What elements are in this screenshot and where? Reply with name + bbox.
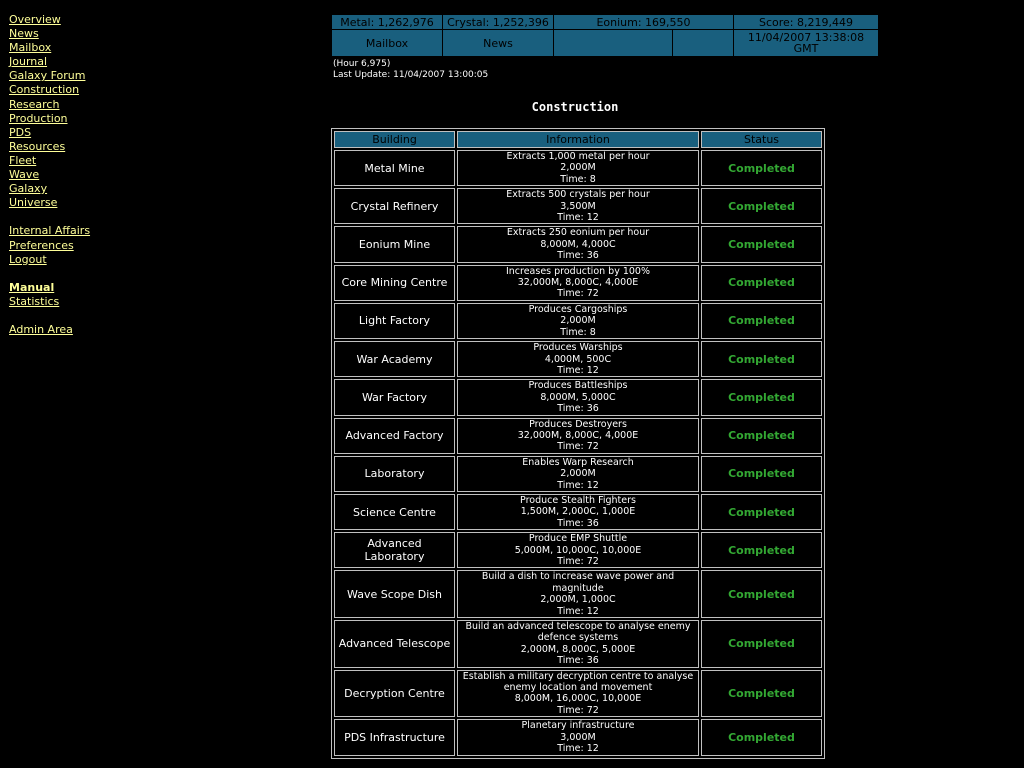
building-cost: 2,000M xyxy=(560,315,596,327)
column-header-status: Status xyxy=(701,131,822,148)
building-time: Time: 36 xyxy=(557,250,599,262)
building-time: Time: 36 xyxy=(557,655,599,667)
building-time: Time: 36 xyxy=(557,403,599,415)
building-cost: 5,000M, 10,000C, 10,000E xyxy=(514,544,642,556)
score-value: Score: 8,219,449 xyxy=(734,15,878,29)
building-cost: 4,000M, 500C xyxy=(544,353,612,365)
header-empty-cell-2 xyxy=(673,30,733,56)
crystal-amount: Crystal: 1,252,396 xyxy=(443,15,553,29)
construction-table xyxy=(331,128,825,759)
building-description: Build an advanced telescope to analyse enemy defence systems xyxy=(465,621,691,644)
building-information xyxy=(457,379,699,415)
building-status: Completed xyxy=(701,303,822,339)
sidebar-link-galaxy-forum[interactable]: Galaxy Forum xyxy=(9,69,86,83)
building-information xyxy=(457,570,699,618)
table-row xyxy=(334,456,822,492)
building-name: War Factory xyxy=(334,379,455,415)
building-cost: 3,000M xyxy=(560,731,596,743)
eonium-amount: Eonium: 169,550 xyxy=(554,15,733,29)
building-name: Science Centre xyxy=(334,494,455,530)
building-description: Extracts 500 crystals per hour xyxy=(506,189,650,201)
building-cost: 32,000M, 8,000C, 4,000E xyxy=(517,277,639,289)
last-update: Last Update: 11/04/2007 13:00:05 xyxy=(333,70,489,80)
building-description: Produce EMP Shuttle xyxy=(528,533,628,545)
building-information xyxy=(457,532,699,568)
building-description: Extracts 250 eonium per hour xyxy=(506,227,650,239)
building-description: Produces Destroyers xyxy=(529,418,627,430)
column-header-building: Building xyxy=(334,131,455,148)
sidebar-link-journal[interactable]: Journal xyxy=(9,55,48,69)
building-description: Build a dish to increase wave power and magnitude xyxy=(481,571,675,594)
building-status: Completed xyxy=(701,341,822,377)
building-cost: 1,500M, 2,000C, 1,000E xyxy=(520,506,636,518)
news-link[interactable]: News xyxy=(443,30,553,56)
server-datetime xyxy=(734,30,878,56)
sidebar-link-galaxy[interactable]: Galaxy xyxy=(9,182,48,196)
building-information xyxy=(457,418,699,454)
building-status: Completed xyxy=(701,379,822,415)
building-time: Time: 72 xyxy=(557,288,599,300)
building-name: Advanced Factory xyxy=(334,418,455,454)
table-row xyxy=(334,532,822,568)
building-status: Completed xyxy=(701,670,822,718)
sidebar-spacer xyxy=(9,267,129,281)
building-time: Time: 8 xyxy=(560,326,596,338)
building-information xyxy=(457,265,699,301)
table-row xyxy=(334,341,822,377)
table-row xyxy=(334,670,822,718)
table-row xyxy=(334,226,822,262)
table-row xyxy=(334,188,822,224)
building-name: Light Factory xyxy=(334,303,455,339)
building-information xyxy=(457,188,699,224)
sidebar-link-universe[interactable]: Universe xyxy=(9,196,58,210)
building-information xyxy=(457,719,699,755)
building-status: Completed xyxy=(701,226,822,262)
building-information xyxy=(457,341,699,377)
page-title: Construction xyxy=(531,100,619,114)
building-description: Increases production by 100% xyxy=(505,265,651,277)
building-cost: 2,000M, 8,000C, 5,000E xyxy=(520,643,636,655)
header-empty-cell-1 xyxy=(554,30,672,56)
building-description: Produces Cargoships xyxy=(528,303,628,315)
table-row xyxy=(334,719,822,755)
building-rows xyxy=(334,150,822,756)
building-status: Completed xyxy=(701,188,822,224)
sidebar-spacer xyxy=(9,309,129,323)
building-description: Produce Stealth Fighters xyxy=(520,494,636,506)
building-name: PDS Infrastructure xyxy=(334,719,455,755)
building-status: Completed xyxy=(701,265,822,301)
building-name: Eonium Mine xyxy=(334,226,455,262)
sidebar-link-production[interactable]: Production xyxy=(9,111,68,125)
building-name: Advanced Laboratory xyxy=(334,532,455,568)
building-time: Time: 12 xyxy=(557,212,599,224)
building-name: Metal Mine xyxy=(334,150,455,186)
sidebar-nav xyxy=(9,13,129,337)
building-cost: 8,000M, 5,000C xyxy=(540,391,616,403)
sidebar-link-overview[interactable]: Overview xyxy=(9,13,61,26)
sidebar-link-logout[interactable]: Logout xyxy=(9,252,47,266)
table-row xyxy=(334,570,822,618)
building-time: Time: 72 xyxy=(557,704,599,716)
building-status: Completed xyxy=(701,150,822,186)
building-status: Completed xyxy=(701,570,822,618)
table-row xyxy=(334,265,822,301)
building-cost: 2,000M xyxy=(560,468,596,480)
building-name: War Academy xyxy=(334,341,455,377)
sidebar-link-fleet[interactable]: Fleet xyxy=(9,153,37,167)
current-hour: (Hour 6,975) xyxy=(333,59,391,69)
table-row xyxy=(334,418,822,454)
table-row xyxy=(334,494,822,530)
building-description: Extracts 1,000 metal per hour xyxy=(506,151,650,162)
building-cost: 3,500M xyxy=(560,200,596,212)
building-cost: 2,000M, 1,000C xyxy=(540,594,616,606)
sidebar-link-internal-affairs[interactable]: Internal Affairs xyxy=(9,224,91,238)
server-date: 11/04/2007 13:38:08 xyxy=(747,31,865,44)
sidebar-spacer xyxy=(9,210,129,224)
resource-header xyxy=(331,14,879,57)
building-information xyxy=(457,494,699,530)
building-description: Enables Warp Research xyxy=(522,456,634,468)
building-cost: 2,000M xyxy=(560,162,596,174)
table-row xyxy=(334,303,822,339)
building-name: Laboratory xyxy=(334,456,455,492)
building-description: Planetary infrastructure xyxy=(521,720,635,732)
building-status: Completed xyxy=(701,456,822,492)
sidebar-link-mailbox[interactable]: Mailbox xyxy=(9,41,52,55)
building-time: Time: 12 xyxy=(557,743,599,755)
building-cost: 8,000M, 16,000C, 10,000E xyxy=(514,693,642,705)
building-status: Completed xyxy=(701,418,822,454)
table-row xyxy=(334,620,822,668)
building-information xyxy=(457,226,699,262)
building-status: Completed xyxy=(701,620,822,668)
building-name: Core Mining Centre xyxy=(334,265,455,301)
building-information xyxy=(457,303,699,339)
building-time: Time: 72 xyxy=(557,556,599,567)
sidebar-link-news[interactable]: News xyxy=(9,27,39,41)
building-description: Produces Warships xyxy=(533,342,623,354)
building-status: Completed xyxy=(701,494,822,530)
building-name: Advanced Telescope xyxy=(334,620,455,668)
sidebar-link-manual[interactable]: Manual xyxy=(9,280,55,294)
building-time: Time: 8 xyxy=(560,173,596,185)
building-information xyxy=(457,456,699,492)
sidebar-link-statistics[interactable]: Statistics xyxy=(9,294,60,308)
tick-info xyxy=(333,59,819,81)
building-status: Completed xyxy=(701,719,822,755)
building-time: Time: 12 xyxy=(557,605,599,617)
sidebar-link-wave[interactable]: Wave xyxy=(9,168,40,182)
sidebar-link-construction[interactable]: Construction xyxy=(9,83,80,97)
building-description: Establish a military decryption centre to analyse enemy location and movement xyxy=(462,670,694,694)
building-cost: 8,000M, 4,000C xyxy=(540,238,616,250)
building-name: Decryption Centre xyxy=(334,670,455,718)
table-row xyxy=(334,379,822,415)
main-content xyxy=(331,14,865,759)
metal-amount: Metal: 1,262,976 xyxy=(332,15,442,29)
mailbox-link[interactable]: Mailbox xyxy=(332,30,442,56)
sidebar-link-pds[interactable]: PDS xyxy=(9,125,32,139)
table-row xyxy=(334,150,822,186)
building-time: Time: 12 xyxy=(557,479,599,491)
building-cost: 32,000M, 8,000C, 4,000E xyxy=(517,429,639,441)
building-time: Time: 36 xyxy=(557,517,599,529)
building-name: Wave Scope Dish xyxy=(334,570,455,618)
building-time: Time: 12 xyxy=(557,364,599,376)
sidebar-link-admin-area[interactable]: Admin Area xyxy=(9,323,73,337)
building-information xyxy=(457,150,699,186)
building-description: Produces Battleships xyxy=(528,380,628,392)
sidebar-link-research[interactable]: Research xyxy=(9,97,60,111)
building-status: Completed xyxy=(701,532,822,568)
column-header-information: Information xyxy=(457,131,699,148)
sidebar-link-resources[interactable]: Resources xyxy=(9,139,66,153)
building-information xyxy=(457,620,699,668)
building-time: Time: 72 xyxy=(557,441,599,453)
building-name: Crystal Refinery xyxy=(334,188,455,224)
building-information xyxy=(457,670,699,718)
server-timezone: GMT xyxy=(793,42,819,55)
sidebar-link-preferences[interactable]: Preferences xyxy=(9,238,74,252)
